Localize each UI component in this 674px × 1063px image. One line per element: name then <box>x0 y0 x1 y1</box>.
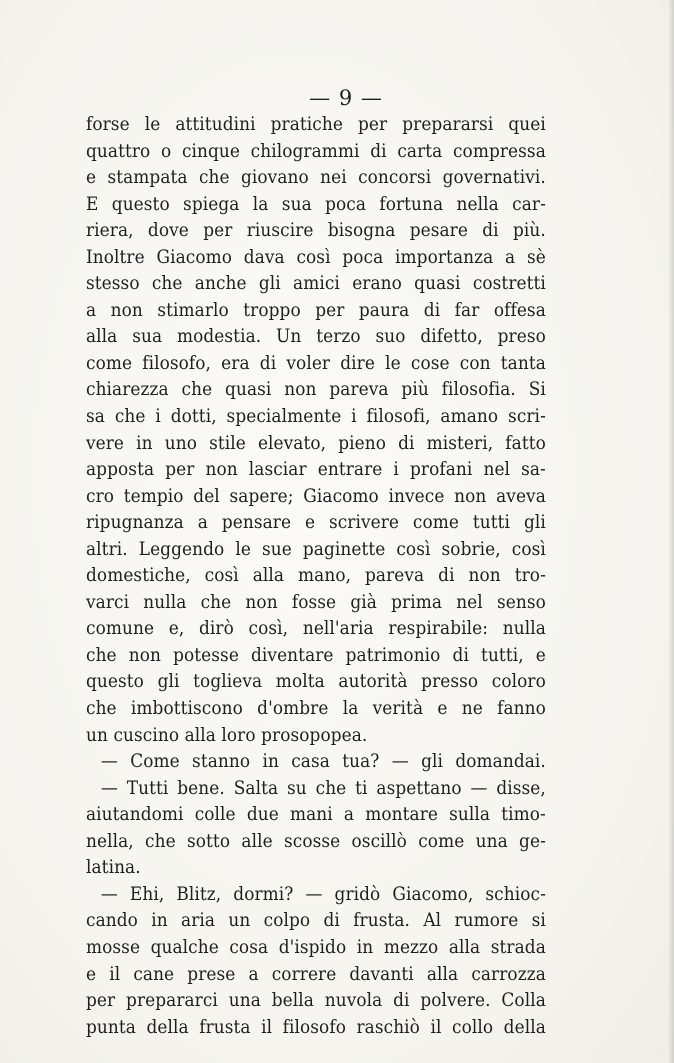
text-line: apposta per non lasciar entrare i profani nel sa- <box>86 459 546 481</box>
text-line: che imbottiscono d'ombre la verità e ne fanno <box>86 698 546 720</box>
text-line: sa che i dotti, specialmente i filosofi, amano scri- <box>86 406 546 428</box>
text-line: riera, dove per riuscire bisogna pesare di più. <box>86 220 546 242</box>
text-line: cando in aria un colpo di frusta. Al rumore si <box>86 910 546 932</box>
text-line: e stampata che giovano nei concorsi governativi. <box>86 167 546 189</box>
text-line: forse le attitudini pratiche per prepararsi quei <box>86 114 546 135</box>
text-line: che non potesse diventare patrimonio di tutti, e <box>86 644 546 666</box>
text-line: — Ehi, Blitz, dormi? — gridò Giacomo, schioc- <box>100 883 546 905</box>
text-line: domestiche, così alla mano, pareva di non tro- <box>86 565 546 587</box>
page-number: — 9 — <box>309 86 383 110</box>
text-line: — Tutti bene. Salta su che ti aspettano — disse, <box>100 777 546 799</box>
text-line: punta della frusta il filosofo raschiò il collo della <box>86 1016 546 1038</box>
body-text <box>86 112 546 1041</box>
text-line: — Come stanno in casa tua? — gli domandai. <box>100 751 546 773</box>
text-line: chiarezza che quasi non pareva più filosofia. Si <box>86 379 546 401</box>
text-line: varci nulla che non fosse già prima nel senso <box>86 591 546 613</box>
text-line: come filosofo, era di voler dire le cose con tanta <box>86 352 546 374</box>
text-line: questo gli toglieva molta autorità presso coloro <box>86 671 546 693</box>
text-line: aiutandomi colle due mani a montare sulla timo- <box>86 804 546 826</box>
text-line: e il cane prese a correre davanti alla carrozza <box>86 963 546 985</box>
text-line: altri. Leggendo le sue paginette così sobrie, così <box>86 538 546 560</box>
text-line: mosse qualche cosa d'ispido in mezzo alla strada <box>86 936 546 958</box>
text-line: alla sua modestia. Un terzo suo difetto, preso <box>86 326 546 348</box>
text-line: un cuscino alla loro prosopopea. <box>86 724 368 746</box>
text-line: nella, che sotto alle scosse oscillò come una ge- <box>86 830 546 852</box>
text-line: vere in uno stile elevato, pieno di misteri, fatto <box>86 432 546 454</box>
text-line: Inoltre Giacomo dava così poca importanza a sè <box>86 246 546 268</box>
text-line: stesso che anche gli amici erano quasi costretti <box>86 273 546 295</box>
text-line: E questo spiega la sua poca fortuna nella car- <box>86 193 546 215</box>
page-edge-shadow <box>668 0 674 1063</box>
text-line: quattro o cinque chilogrammi di carta compressa <box>86 140 546 162</box>
text-line: cro tempio del sapere; Giacomo invece non aveva <box>86 485 546 507</box>
text-line: ripugnanza a pensare e scrivere come tutti gli <box>86 512 546 534</box>
text-line: per prepararci una bella nuvola di polvere. Colla <box>86 990 546 1012</box>
text-line: comune e, dirò così, nell'aria respirabile: nulla <box>86 618 546 640</box>
text-line: a non stimarlo troppo per paura di far offesa <box>86 299 546 321</box>
text-line: latina. <box>86 857 141 879</box>
